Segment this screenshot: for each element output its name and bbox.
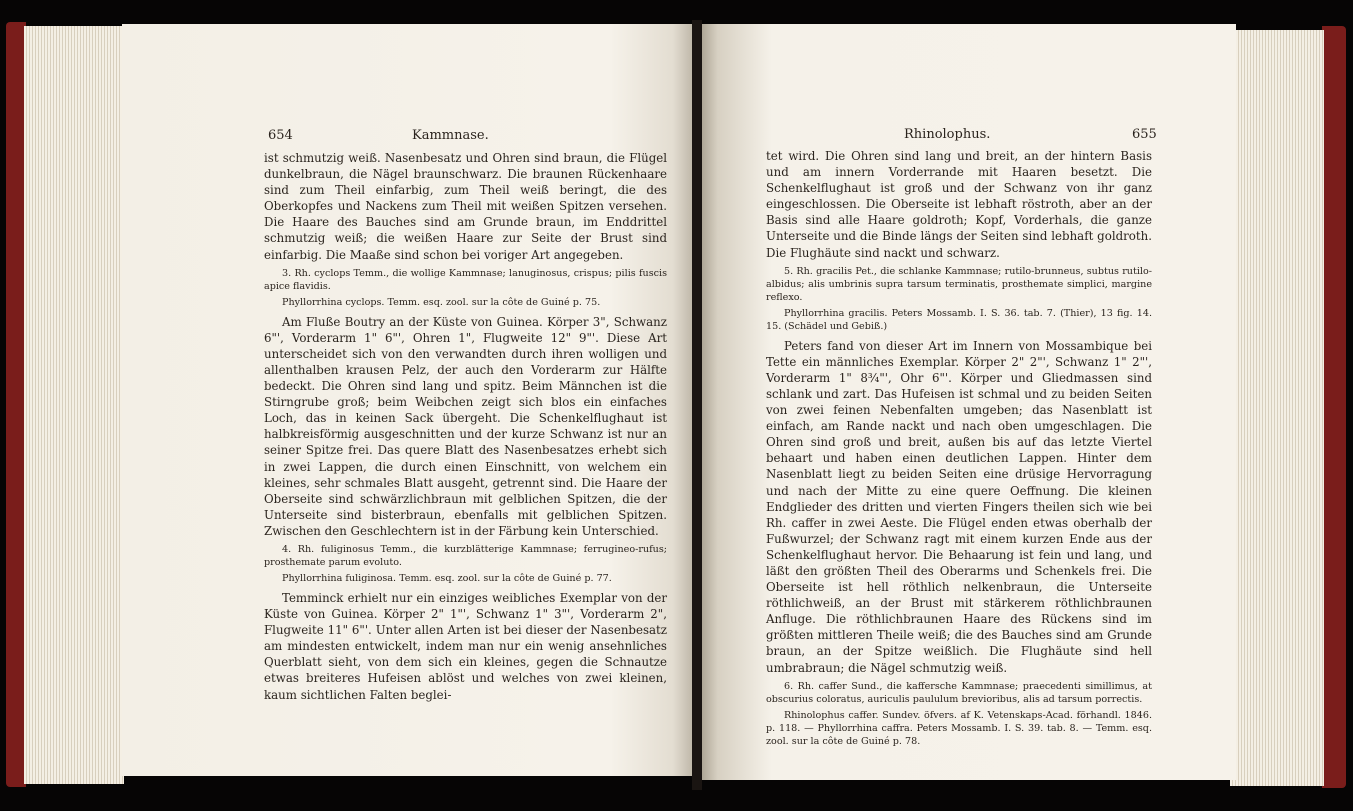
paragraph: Temminck erhielt nur ein einziges weibliches Exemplar von der Küste von Guinea. Körper 2" 1"', Schwanz 1" 3"', Vorderarm 2", Flugweite 11" 6"'. Unter allen Arten ist bei dieser der Nasenbesatz am mindesten entwickelt, indem man nur ein wenig ansehnliches Querblatt sieht, von dem sich ein kleines, gegen die Schnautze etwas breiteres Hufeisen ablöst und welches von zwei kleinen, kaum sichtlichen Falten beglei- [264, 590, 667, 702]
paragraph: Am Fluße Boutry an der Küste von Guinea. Körper 3", Schwanz 6"', Vorderarm 1" 6"', Ohren 1", Flugweite 12" 9"'. Diese Art unterscheidet sich von den verwandten durch ihren wolligen und allenthalben krausen Pelz, der auch den Vorderarm zur Hälfte bedeckt. Die Ohren sind lang und spitz. Beim Männchen ist die Stirngrube groß; beim Weibchen zeigt sich blos ein einfaches Loch, das in keinen Sack übergeht. Die Schenkelflughaut ist halbkreisförmig ausgeschnitten und der kurze Schwanz ist nur an seiner Spitze frei. Das quere Blatt des Nasenbesatzes erhebt sich in zwei Lappen, die durch einen Einschnitt, von welchem ein kleines, sehr schmales Blatt ausgeht, getrennt sind. Die Haare der Oberseite sind schwärzlichbraun mit gelblichen Spitzen, die der Unterseite sind bisterbraun, ebenfalls mit gelblichen Spitzen. Zwischen den Geschlechtern ist in der Färbung kein Unterschied. [264, 314, 667, 538]
book-cover-left [6, 22, 26, 787]
right-running-head: Rhinolophus. [904, 127, 991, 142]
left-running-head: Kammnase. [412, 128, 489, 143]
page-edges-right [1230, 30, 1324, 786]
paragraph: Peters fand von dieser Art im Innern von Mossambique bei Tette ein männliches Exemplar. Körper 2" 2"', Schwanz 1" 2"', Vorderarm 1" 8¾"', Ohr 6"'. Körper und Gliedmassen sind schlank und zart. Das Hufeisen ist schmal und zu beiden Seiten von zwei feinen Nebenfalten umgeben; das Nasenblatt ist einfach, am Rande nackt und nach oben umgeschlagen. Die Ohren sind groß und breit, außen bis auf das letzte Viertel behaart und haben einen deutlichen Lappen. Hinter dem Nasenblatt liegt zu beiden Seiten eine drüsige Hervorragung und nach der Mitte zu eine quere Oeffnung. Die kleinen Endglieder des dritten und vierten Fingers theilen sich wie bei Rh. caffer in zwei Aeste. Die Flügel enden etwas oberhalb der Fußwurzel; der Schwanz ragt mit einem kurzen Ende aus der Schenkelflughaut hervor. Die Behaarung ist fein und lang, und läßt den größten Theil des Oberarms und Schenkels frei. Die Oberseite ist hell röthlich nelkenbraun, die Unterseite röthlichweiß, an der Brust mit stärkerem röthlichbraunen Anfluge. Die röthlichbraunen Haare des Rückens sind im größten mittleren Theile weiß; die des Bauches sind am Grunde braun, an der Spitze weißlich. Die Flughäute sind hell umbrabraun; die Nägel schmutzig weiß. [766, 338, 1152, 675]
right-page-text [766, 148, 1152, 753]
citation: Phyllorrhina cyclops. Temm. esq. zool. sur la côte de Guiné p. 75. [282, 296, 601, 308]
species-heading: 5. Rh. gracilis Pet., die schlanke Kammnase; rutilo-brunneus, subtus rutilo-albidus; alis umbrinis supra tarsum terminatis, prosthemate simplici, margine reflexo. [766, 265, 1152, 303]
right-page-number: 655 [1132, 127, 1157, 142]
book-cover-right [1322, 26, 1346, 788]
left-page-number: 654 [268, 128, 293, 143]
species-heading: 6. Rh. caffer Sund., die kaffersche Kammnase; praecedenti simillimus, at obscurius coloratus, auriculis paululum brevioribus, alis ad tarsum porrectis. [766, 680, 1152, 705]
page-edges-left [24, 26, 124, 784]
citation: Phyllorrhina fuliginosa. Temm. esq. zool. sur la côte de Guiné p. 77. [282, 572, 612, 584]
left-page-text [264, 150, 667, 707]
species-heading: 4. Rh. fuliginosus Temm., die kurzblätterige Kammnase; ferrugineo-rufus; prosthemate parum evoluto. [264, 543, 667, 568]
citation: Rhinolophus caffer. Sundev. öfvers. af K. Vetenskaps-Acad. förhandl. 1846. p. 118. — Phyllorrhina caffra. Peters Mossamb. I. S. 39. tab. 8. — Temm. esq. zool. sur la côte de Guiné p. 78. [766, 709, 1152, 747]
paragraph: ist schmutzig weiß. Nasenbesatz und Ohren sind braun, die Flügel dunkelbraun, die Nägel braunschwarz. Die braunen Rückenhaare sind zum Theil einfarbig, zum Theil weiß beringt, die des Oberkopfes und Nackens zum Theil mit weißen Spitzen versehen. Die Haare des Bauches sind am Grunde braun, im Enddrittel schmutzig weiß; die weißen Haare zur Seite der Brust sind einfarbig. Die Maaße sind schon bei voriger Art angegeben. [264, 151, 667, 262]
book-gutter [692, 20, 702, 790]
paragraph: tet wird. Die Ohren sind lang und breit, an der hintern Basis und am innern Vorderrande mit Haaren besetzt. Die Schenkelflughaut ist groß und der Schwanz von ihr ganz eingeschlossen. Die Oberseite ist lebhaft röstroth, aber an der Basis sind alle Haare goldroth; Kopf, Vorderhals, die ganze Unterseite und die Binde längs der Seiten sind lebhaft goldroth. Die Flughäute sind nackt und schwarz. [766, 149, 1152, 260]
citation: Phyllorrhina gracilis. Peters Mossamb. I. S. 36. tab. 7. (Thier), 13 fig. 14. 15. (Schädel und Gebiß.) [766, 307, 1152, 332]
species-heading: 3. Rh. cyclops Temm., die wollige Kammnase; lanuginosus, crispus; pilis fuscis apice flavidis. [264, 267, 667, 292]
